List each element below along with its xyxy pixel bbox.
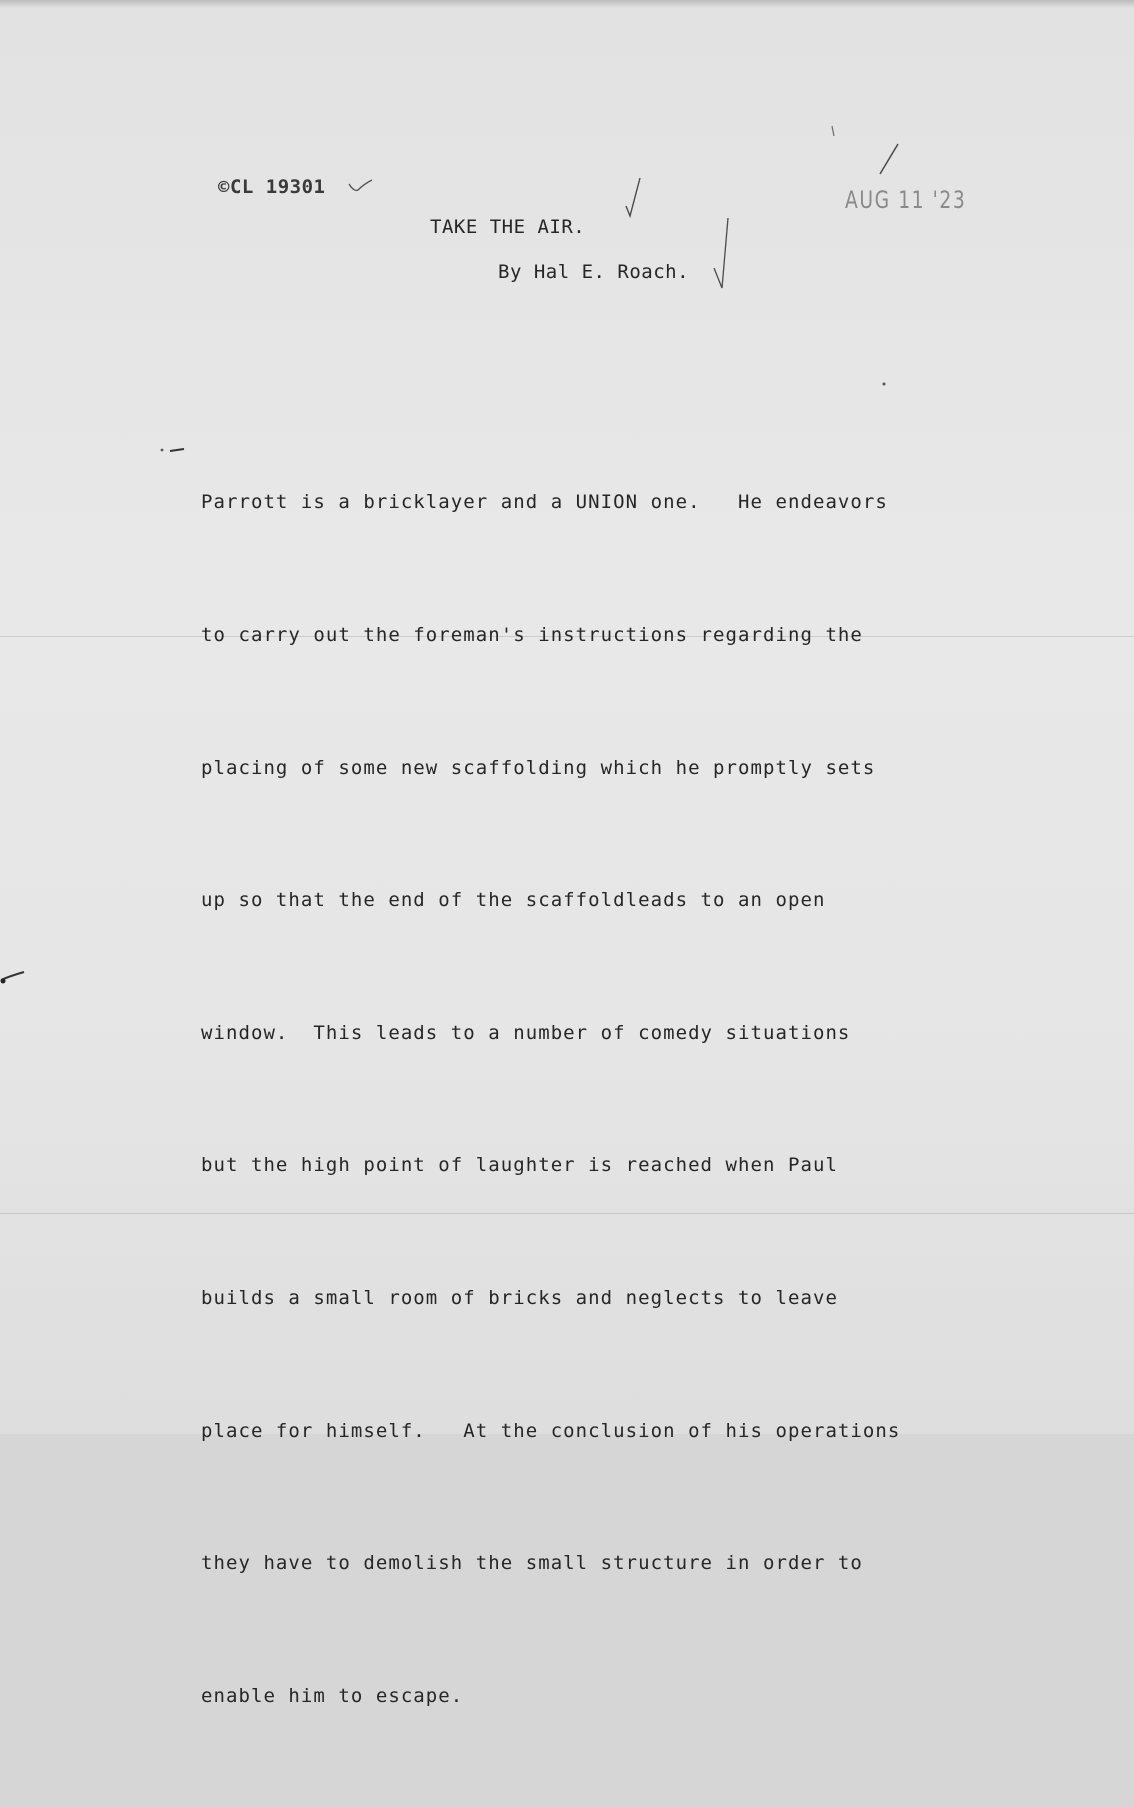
page-top-edge xyxy=(0,0,1134,8)
margin-arrow-mark xyxy=(158,440,188,460)
copyright-registration: ©CL 19301 xyxy=(218,176,326,198)
margin-ink-mark xyxy=(0,962,30,990)
pencil-check-mark xyxy=(712,216,736,290)
synopsis-line: window. This leads to a number of comedy situations xyxy=(201,1021,851,1044)
synopsis-line: builds a small room of bricks and neglects to leave xyxy=(201,1287,838,1310)
pencil-tick-mark xyxy=(828,124,838,140)
synopsis-line: up so that the end of the scaffoldleads to an open xyxy=(201,889,826,912)
document-title: TAKE THE AIR. xyxy=(430,216,586,238)
pencil-slash-mark xyxy=(874,140,904,180)
synopsis-line: enable him to escape. xyxy=(201,1684,464,1707)
synopsis-line: they have to demolish the small structure in order to xyxy=(201,1552,863,1575)
synopsis-line: placing of some new scaffolding which he promptly sets xyxy=(201,756,876,779)
synopsis-line: Parrott is a bricklayer and a UNION one. He endeavors xyxy=(201,491,888,514)
synopsis-body xyxy=(201,392,900,1807)
pencil-check-mark xyxy=(622,176,646,220)
document-byline: By Hal E. Roach. xyxy=(498,261,690,283)
pencil-dot-mark xyxy=(876,376,892,396)
synopsis-line: to carry out the foreman's instructions regarding the xyxy=(201,624,863,647)
pencil-check-mark xyxy=(346,176,376,198)
date-stamp: AUG 11 '23 xyxy=(845,186,967,214)
synopsis-line: but the high point of laughter is reached when Paul xyxy=(201,1154,838,1177)
synopsis-line: place for himself. At the conclusion of his operations xyxy=(201,1419,901,1442)
